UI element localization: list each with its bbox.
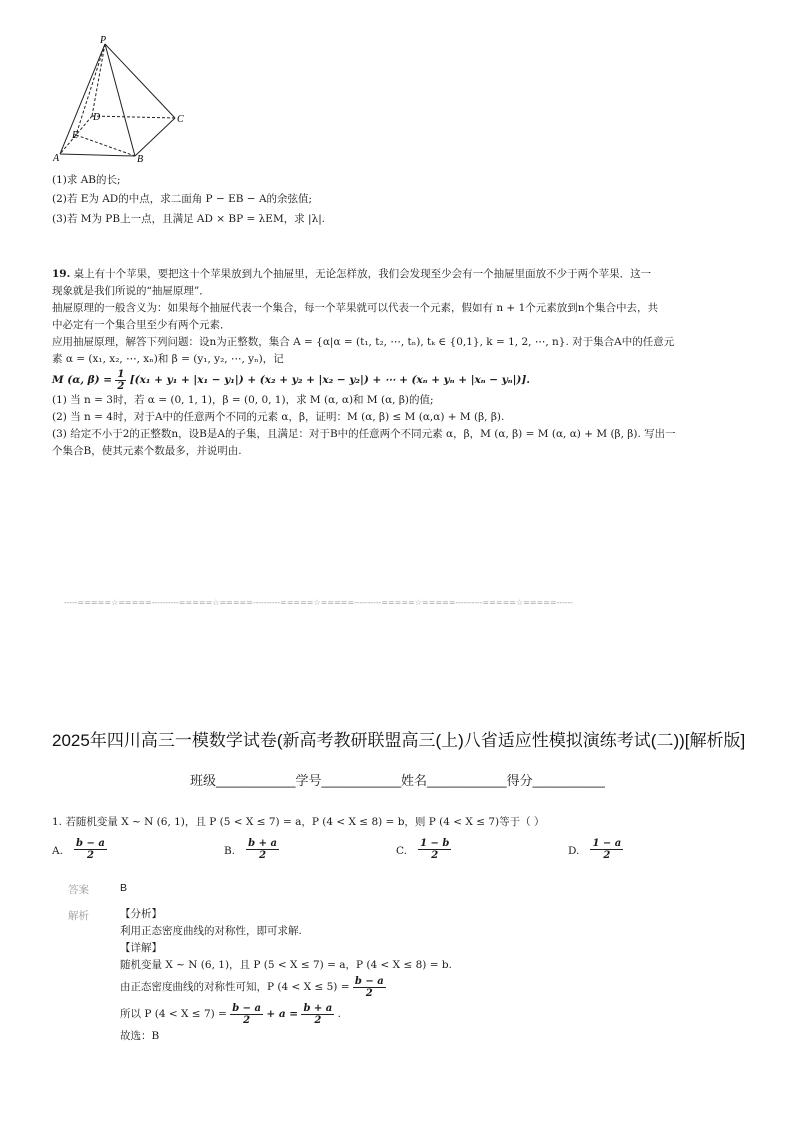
label-d: D	[93, 112, 101, 123]
formula-rhs: [(x₁ + y₁ + |x₁ − y₁|) + (x₂ + y₂ + |x₂ − y₂|) + ⋯ + (xₙ + yₙ + |xₙ − yₙ|)].	[129, 374, 531, 386]
q19-sub1: (1) 当 n = 3时，若 α = (0, 1, 1)，β = (0, 0, 1)，求 M (α, α)和 M (α, β)的值;	[52, 394, 434, 406]
q18-part1: (1)求 AB的长;	[52, 174, 121, 186]
label-c: C	[177, 114, 184, 125]
q19-line1: 桌上有十个苹果，要把这十个苹果放到九个抽屉里，无论怎样放，我们会发现至少会有一个抽屉里面放不少于两个苹果．这一	[73, 268, 652, 280]
option-a[interactable]	[52, 838, 107, 861]
q19-sub3b: 个集合B，使其元素个数最多，并说明由.	[52, 445, 242, 457]
q19-line6: 素 α = (x₁, x₂, ⋯, xₙ)和 β = (y₁, y₂, ⋯, yₙ)，记	[52, 353, 284, 365]
formula-lhs: M (α, β) =	[52, 374, 113, 386]
edge-pe	[76, 44, 105, 135]
option-a-den: 2	[86, 850, 94, 861]
detail3-num2: b + a	[303, 1002, 333, 1014]
detail3-mid: + a =	[266, 1008, 299, 1020]
detail3-pre: 所以 P (4 < X ≤ 7) =	[120, 1008, 227, 1020]
option-b-den: 2	[259, 850, 267, 861]
detail-head: 【详解】	[120, 942, 162, 954]
detail3-frac2	[301, 1003, 334, 1026]
q18-part2: (2)若 E为 AD的中点，求二面角 P − EB − A的余弦值;	[52, 193, 313, 205]
detail-line1: 随机变量 X ∼ N (6, 1)，且 P (5 < X ≤ 7) = a，P (4 < X ≤ 8) = b.	[120, 959, 452, 971]
label-b: B	[137, 154, 144, 165]
label-a: A	[53, 153, 60, 164]
q18-part3: (3)若 M为 PB上一点，且满足 AD × BP = λEM，求 |λ|.	[52, 213, 326, 225]
detail2-pre: 由正态密度曲线的对称性可知，P (4 < X ≤ 5) =	[120, 981, 350, 993]
option-a-frac	[74, 838, 107, 861]
q19-line5: 应用抽屉原理，解答下列问题：设n为正整数，集合 A = {α|α = (t₁, t₂, ⋯, tₙ), tₖ ∈ {0,1}, k = 1, 2, ⋯, n}. 对于集合A中的任意元	[52, 336, 675, 348]
formula-half	[115, 369, 126, 392]
q19-sub2: (2) 当 n = 4时，对于A中的任意两个不同的元素 α，β，证明：M (α, β) ≤ M (α,α) + M (β, β).	[52, 411, 505, 423]
option-a-num: b − a	[76, 838, 105, 849]
analysis-head: 【分析】	[120, 908, 162, 920]
analysis-text: 利用正态密度曲线的对称性，即可求解.	[120, 925, 302, 937]
option-c-letter: C.	[396, 845, 407, 857]
option-d[interactable]	[568, 838, 623, 861]
edge-bc	[135, 118, 175, 156]
analysis-label: 解析	[68, 910, 89, 922]
page-title: 2025年四川高三一模数学试卷(新高考教研联盟高三(上)八省适应性模拟演练考试(二))[解析版]	[52, 731, 746, 750]
q19-line4: 中必定有一个集合里至少有两个元素．	[52, 319, 231, 331]
option-a-letter: A.	[52, 845, 63, 857]
label-p: P	[100, 35, 107, 46]
option-b-frac	[246, 838, 279, 861]
option-b[interactable]	[224, 838, 279, 861]
q1-options	[52, 838, 752, 872]
option-c-frac	[418, 838, 451, 861]
choose-line: 故选：B	[120, 1030, 160, 1042]
edge-pc	[105, 44, 175, 118]
formula-half-den: 2	[117, 380, 125, 392]
detail3-end: .	[337, 1008, 341, 1020]
edge-ab	[60, 154, 135, 156]
detail2-frac	[353, 976, 386, 999]
option-b-letter: B.	[224, 845, 236, 857]
q19-line3: 抽屉原理的一般含义为：如果每个抽屉代表一个集合，每一个苹果就可以代表一个元素，假如有 n + 1个元素放到n个集合中去，共	[52, 302, 659, 314]
detail3-den1: 2	[243, 1014, 251, 1026]
option-c[interactable]	[396, 838, 451, 861]
pyramid-figure	[50, 34, 200, 169]
q19-line2: 现象就是我们所说的“抽屉原理”．	[52, 285, 210, 297]
detail3-num1: b − a	[232, 1002, 262, 1014]
option-b-num: b + a	[248, 838, 277, 849]
analysis-block	[120, 906, 720, 1045]
detail2-den: 2	[365, 987, 373, 999]
label-e: E	[72, 130, 79, 141]
answer-value: B	[120, 882, 128, 894]
option-d-frac	[590, 838, 623, 861]
edge-dc	[92, 116, 175, 118]
detail2-num: b − a	[354, 975, 384, 987]
section-divider: -----=====☆=====----------=====☆=====----------=====☆=====----------=====☆=====----------=====☆=====------	[64, 598, 573, 607]
edge-eb	[76, 135, 135, 156]
q1-stem: 1. 若随机变量 X ∼ N (6, 1)，且 P (5 < X ≤ 7) = a，P (4 < X ≤ 8) = b，则 P (4 < X ≤ 7)等于（ ）	[52, 816, 545, 828]
option-c-den: 2	[431, 850, 439, 861]
detail3-frac1	[230, 1003, 263, 1026]
q19-formula	[52, 368, 752, 392]
q19-block	[52, 266, 752, 460]
formula-half-num: 1	[117, 368, 125, 380]
student-info-line: 班级___________学号___________姓名___________得分__________	[190, 773, 605, 788]
edge-pb	[105, 44, 135, 156]
option-c-num: 1 − b	[420, 838, 450, 849]
option-d-letter: D.	[568, 845, 580, 857]
q19-sub3a: (3) 给定不小于2的正整数n，设B是A的子集，且满足：对于B中的任意两个不同元素 α，β，M (α, β) = M (α, α) + M (β, β). 写出一	[52, 428, 676, 440]
detail3-den2: 2	[314, 1014, 322, 1026]
q19-number: 19.	[52, 268, 71, 280]
option-d-den: 2	[603, 850, 611, 861]
detail-line3	[120, 1000, 720, 1028]
detail-line2	[120, 974, 720, 1000]
option-d-num: 1 − a	[592, 838, 622, 849]
answer-label: 答案	[68, 884, 89, 896]
